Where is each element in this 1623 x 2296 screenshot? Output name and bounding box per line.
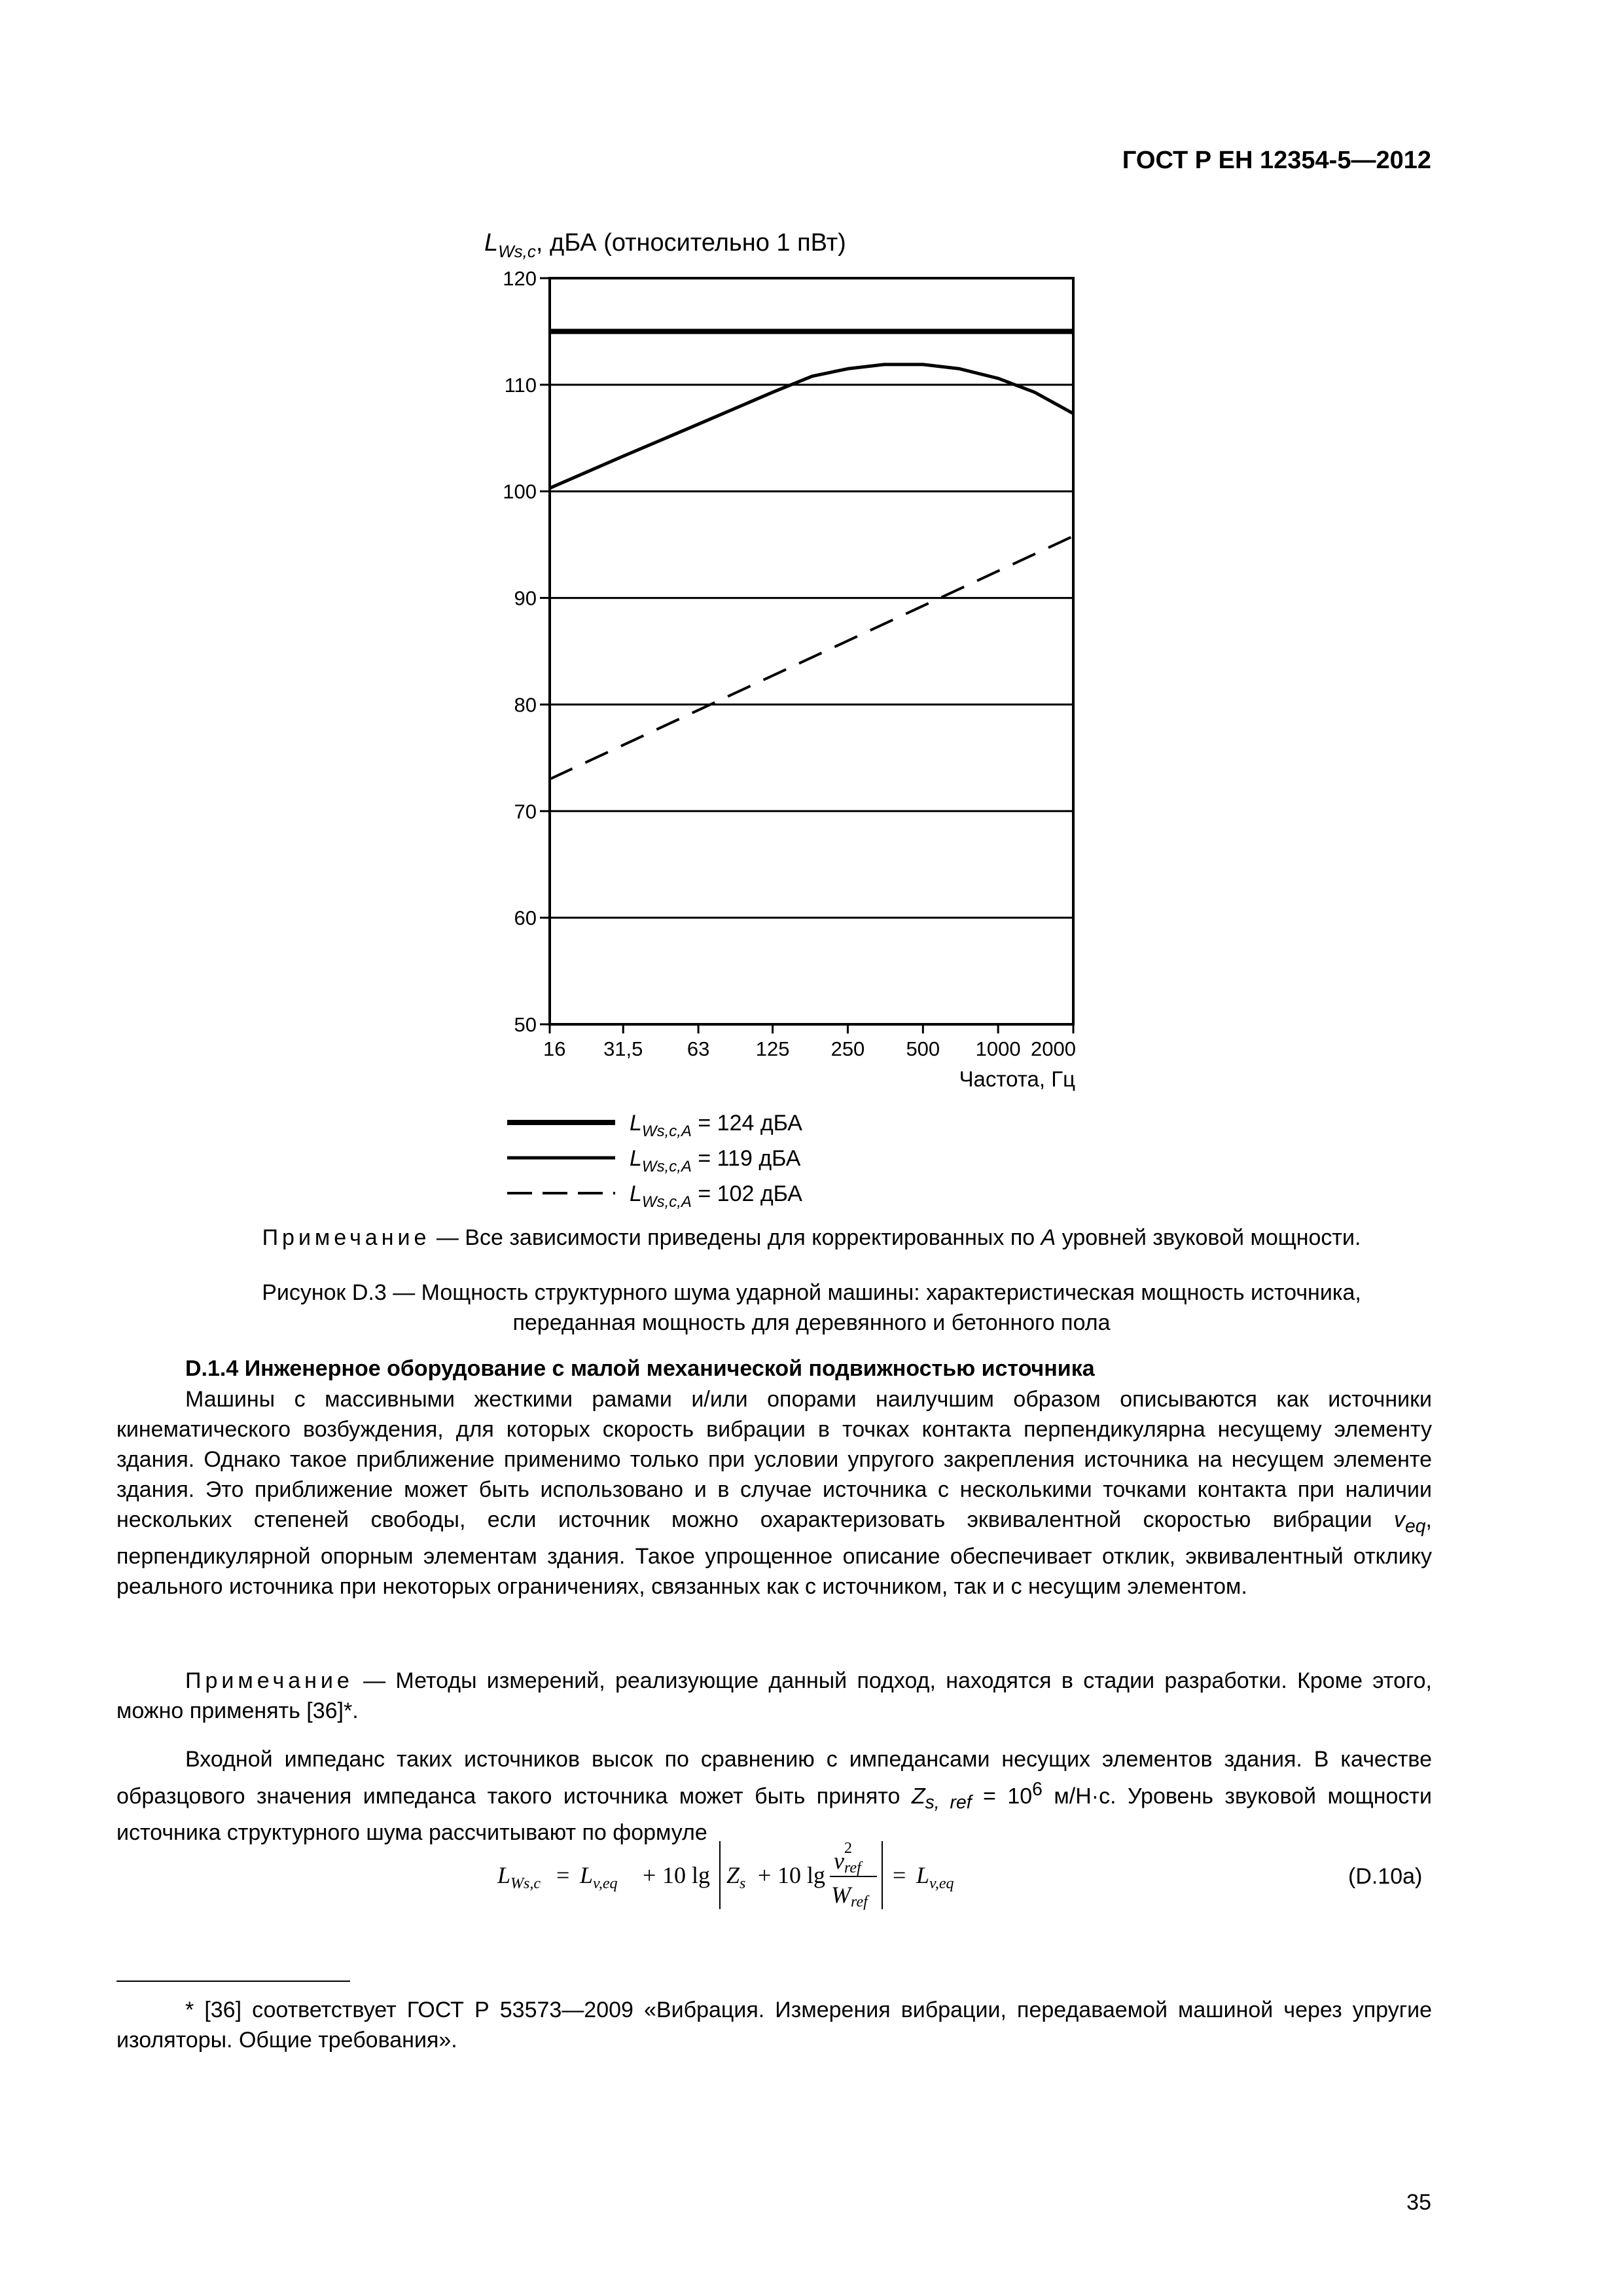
formula-lveq-1: $L_{v,eq}$ bbox=[580, 1862, 618, 1892]
legend-label-1: $L_{Ws,c,A} = 119$ дБА bbox=[630, 1146, 801, 1175]
x-tick-label-2: 63 bbox=[687, 1037, 710, 1060]
formula-number: (D.10a) bbox=[1348, 1864, 1423, 1889]
formula-ten-lg-2: 10 lg bbox=[777, 1862, 826, 1888]
legend-label-2: $L_{Ws,c,A} = 102$ дБА bbox=[630, 1181, 802, 1211]
paragraph-2: Входной импеданс таких источников высок по сравнению с импедансами несущих элементов здания. В качестве образцового значения импеданса такого источника может быть принято $Z_{s, ref} = 10^6$ м/Н·с. Уровень звуковой мощности источника структурного шума рассчитывают по формуле bbox=[116, 1747, 1433, 1846]
chart-legend bbox=[507, 1111, 802, 1211]
y-tick-label-50: 50 bbox=[514, 1013, 537, 1036]
y-tick-label-100: 100 bbox=[503, 480, 537, 503]
figure-note: Примечание — Все зависимости приведены для корректированных по A уровней звуковой мощности. bbox=[262, 1225, 1361, 1250]
formula-d10a bbox=[497, 1829, 995, 1921]
paragraph-1: Машины с массивными жесткими рамами и/или опорами наилучшим образом описываются как источники кинематического возбуждения, для которых скорость вибрации в точках контакта перпендикулярна несущему элементу здания. Однако такое приближение применимо только при условии упругого закрепления источника на несущем элементе здания. Это приближение может быть использовано и в случае источника с несколькими точками контакта при наличии нескольких степеней свободы, если источник можно охарактеризовать эквивалентной скоростью вибрации $v_{eq}$, перпендикулярной опорным элементам здания. Такое упрощенное описание обеспечивает отклик, эквивалентный отклику реального источника при некоторых ограничениях, связанных как с источником, так и с несущим элементом. bbox=[116, 1387, 1432, 1599]
series-line-2 bbox=[550, 536, 1073, 779]
legend-label-0: $L_{Ws,c,A} = 124$ дБА bbox=[630, 1111, 802, 1140]
section-heading: D.1.4 Инженерное оборудование с малой механической подвижностью источника bbox=[185, 1356, 1095, 1381]
x-tick-label-0: 16 bbox=[543, 1037, 566, 1060]
y-tick-label-110: 110 bbox=[504, 373, 537, 397]
footnote-rule bbox=[116, 1981, 350, 1982]
x-tick-label-1: 31,5 bbox=[603, 1037, 643, 1060]
y-tick-label-70: 70 bbox=[514, 800, 537, 823]
plot-frame bbox=[550, 278, 1073, 1024]
sound-power-chart bbox=[458, 229, 1113, 1211]
note-2: Примечание — Методы измерений, реализующие данный подход, находятся в стадии разработки. Кроме этого, можно применять [36]*. bbox=[116, 1668, 1432, 1723]
series-lines bbox=[550, 331, 1073, 779]
formula-ten-lg-1: 10 lg bbox=[662, 1862, 711, 1888]
y-tick-label-60: 60 bbox=[514, 906, 537, 930]
y-axis-label: $L_{Ws,c}$, дБА (относительно 1 пВт) bbox=[484, 229, 846, 261]
x-tick-label-3: 125 bbox=[755, 1037, 790, 1060]
formula-plus-1: + bbox=[643, 1862, 656, 1888]
formula-equals-1: = bbox=[556, 1862, 570, 1888]
formula-equals-2: = bbox=[893, 1862, 906, 1888]
x-tick-label-6: 1000 bbox=[975, 1037, 1021, 1060]
figure-caption-line1: Рисунок D.3 — Мощность структурного шума ударной машины: характеристическая мощность источника, bbox=[262, 1280, 1361, 1305]
y-tick-label-80: 80 bbox=[514, 693, 537, 717]
formula-plus-2: + bbox=[758, 1862, 772, 1888]
formula-vref-exp: 2 bbox=[844, 1840, 852, 1857]
formula-wref: Wref bbox=[831, 1882, 868, 1910]
formula-lhs: $L_{Ws,c}$ bbox=[497, 1862, 541, 1892]
series-line-1 bbox=[550, 365, 1073, 488]
y-tick-label-90: 90 bbox=[514, 586, 537, 610]
y-axis-ticks bbox=[503, 267, 550, 1036]
y-tick-label-120: 120 bbox=[503, 267, 537, 290]
x-tick-label-4: 250 bbox=[830, 1037, 865, 1060]
x-axis-ticks bbox=[543, 1024, 1076, 1060]
standard-header: ГОСТ Р ЕН 12354-5—2012 bbox=[1122, 147, 1431, 174]
page-number: 35 bbox=[1406, 2190, 1431, 2215]
x-tick-label-7: 2000 bbox=[1031, 1037, 1076, 1060]
footnote: * [36] соответствует ГОСТ Р 53573—2009 «Вибрация. Измерения вибрации, передаваемой машиной через упругие изоляторы. Общие требования». bbox=[116, 1998, 1432, 2053]
formula-vref: vref bbox=[834, 1848, 861, 1876]
figure-caption-line2: переданная мощность для деревянного и бетонного пола bbox=[512, 1310, 1111, 1335]
grid-lines bbox=[550, 385, 1073, 918]
x-tick-label-5: 500 bbox=[906, 1037, 940, 1060]
formula-zs: $Z_s$ bbox=[726, 1862, 746, 1892]
x-axis-label: Частота, Гц bbox=[959, 1067, 1075, 1091]
formula-lveq-2: $L_{v,eq}$ bbox=[916, 1862, 954, 1892]
